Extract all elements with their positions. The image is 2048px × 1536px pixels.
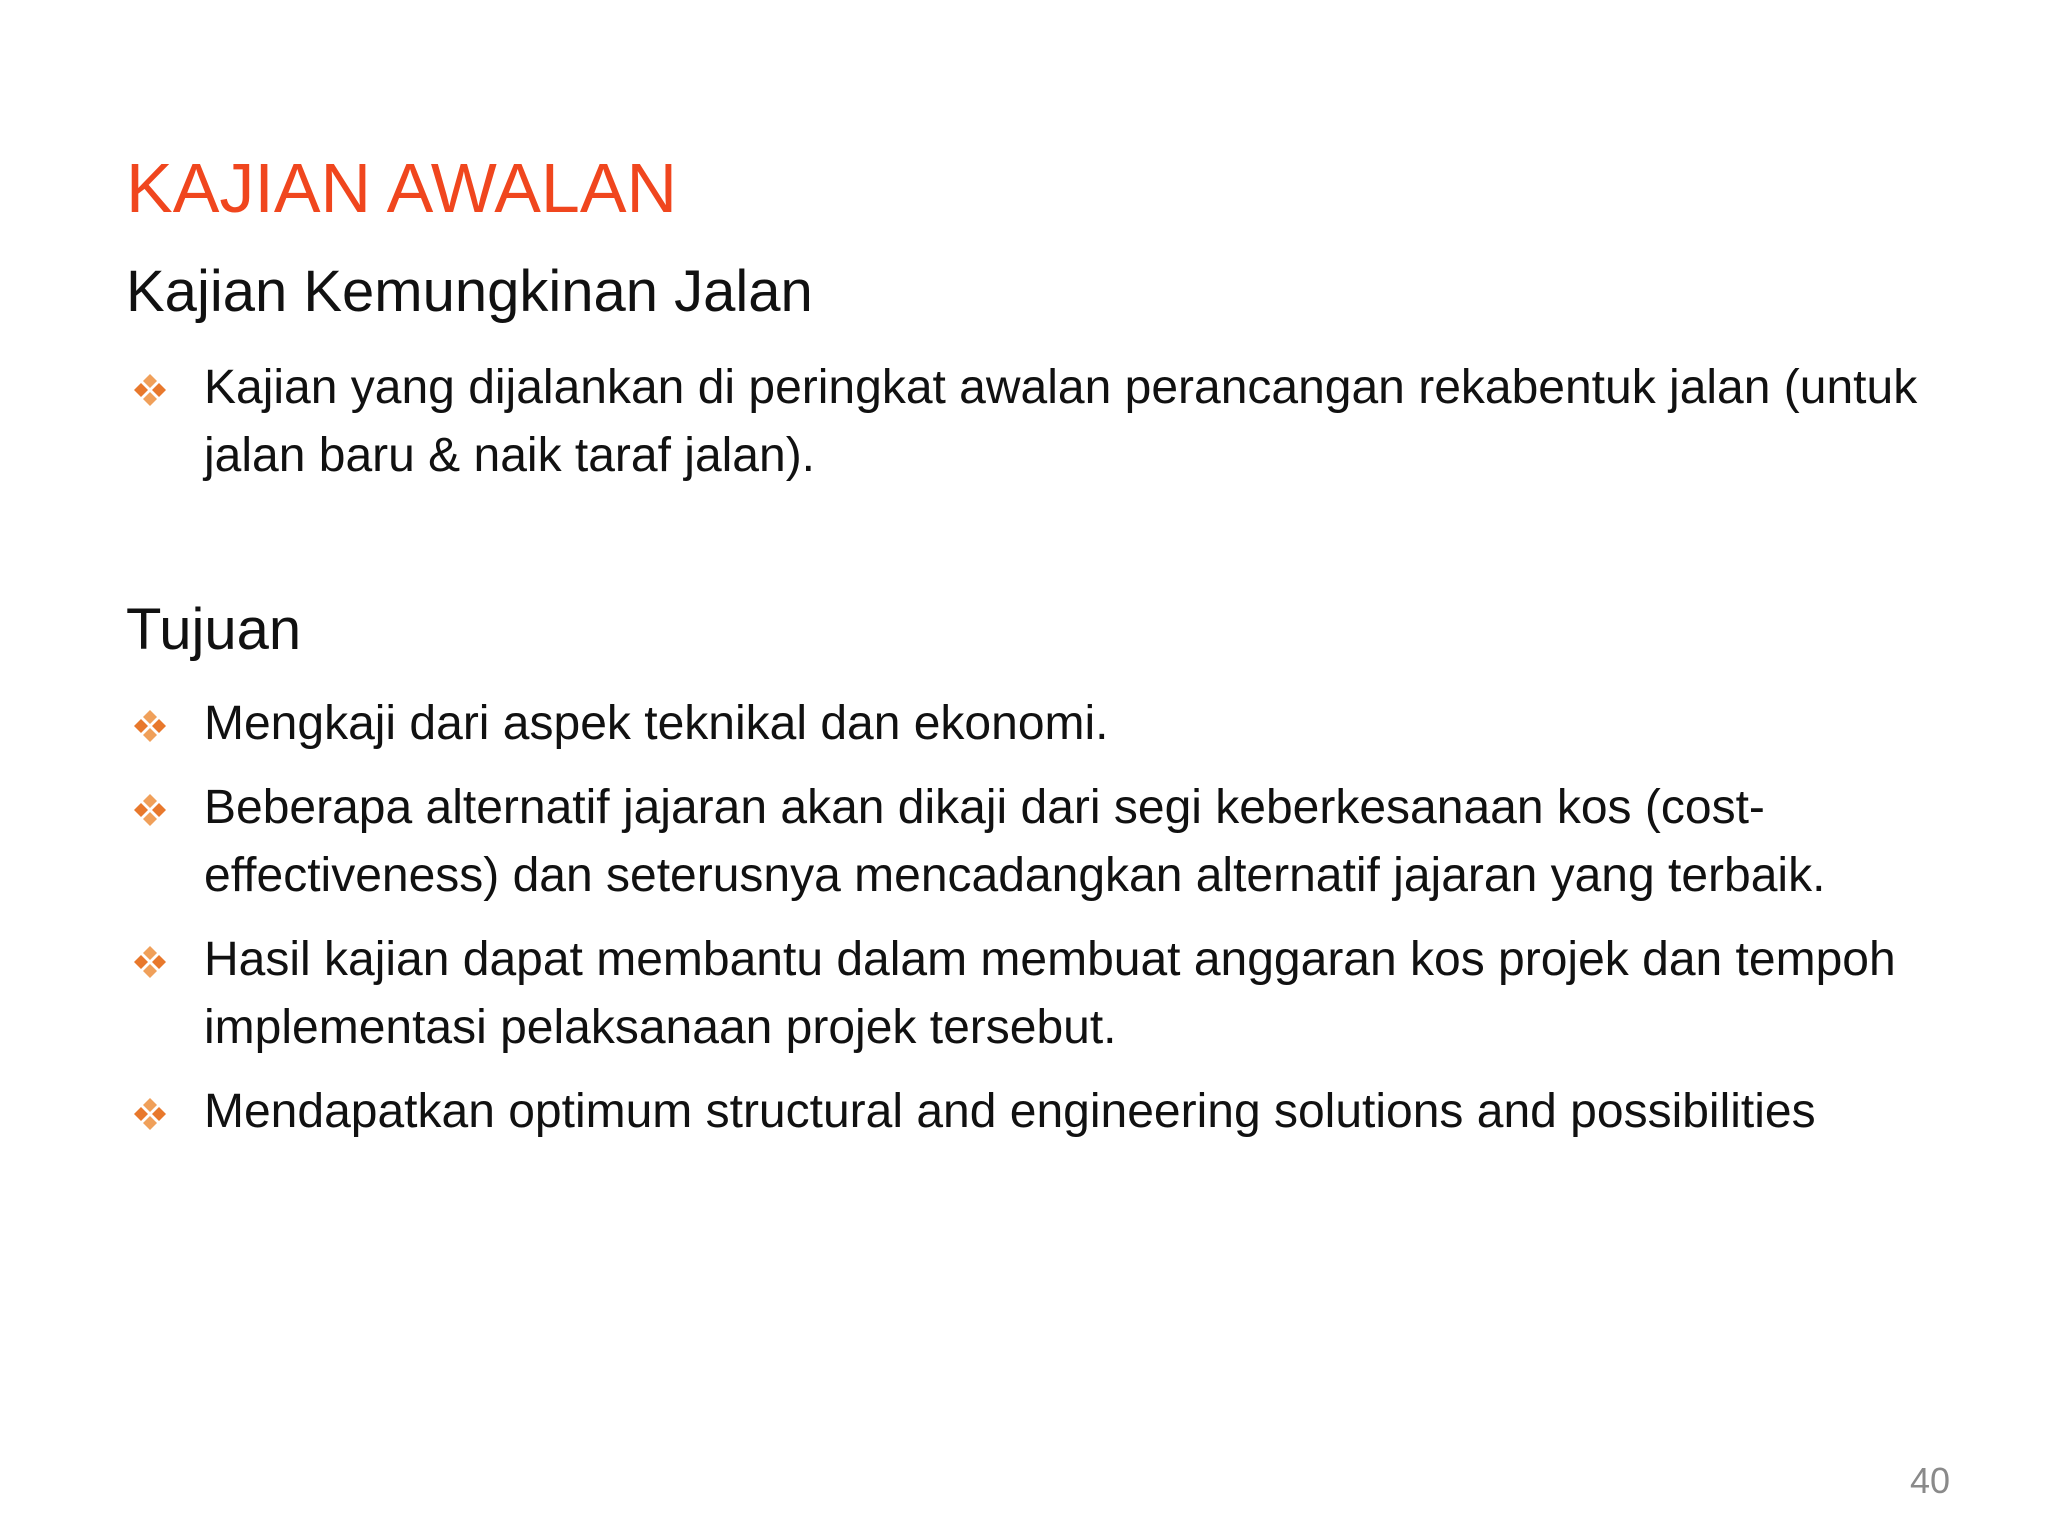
bullet-text: Mendapatkan optimum structural and engineering solutions and possibilities — [204, 1085, 1816, 1138]
orange-diamond-cluster-icon — [130, 944, 170, 984]
orange-diamond-cluster-icon — [130, 792, 170, 832]
bullet-text: Hasil kajian dapat membantu dalam membuat anggaran kos projek dan tempoh implementasi pelaksanaan projek tersebut. — [204, 933, 1896, 1054]
bullet-text: Mengkaji dari aspek teknikal dan ekonomi. — [204, 697, 1109, 750]
bullet-list-section-2 — [126, 690, 1926, 1146]
section-heading-tujuan: Tujuan — [126, 597, 302, 662]
bullet-text: Kajian yang dijalankan di peringkat awalan perancangan rekabentuk jalan (untuk jalan baru & naik taraf jalan). — [204, 361, 1918, 482]
slide-title: KAJIAN AWALAN — [126, 149, 678, 227]
bullet-list-section-1 — [126, 354, 1926, 490]
orange-diamond-cluster-icon — [130, 372, 170, 412]
list-item — [126, 1078, 1926, 1146]
list-item — [126, 354, 1926, 490]
list-item — [126, 774, 1926, 910]
bullet-text: Beberapa alternatif jajaran akan dikaji dari segi keberkesanaan kos (cost-effectiveness) dan seterusnya mencadangkan alternatif jajaran yang terbaik. — [204, 781, 1826, 902]
orange-diamond-cluster-icon — [130, 1096, 170, 1136]
orange-diamond-cluster-icon — [130, 708, 170, 748]
list-item — [126, 690, 1926, 758]
list-item — [126, 926, 1926, 1062]
section-heading-kajian-kemungkinan-jalan: Kajian Kemungkinan Jalan — [126, 259, 813, 324]
page-number: 40 — [1909, 1460, 1950, 1501]
